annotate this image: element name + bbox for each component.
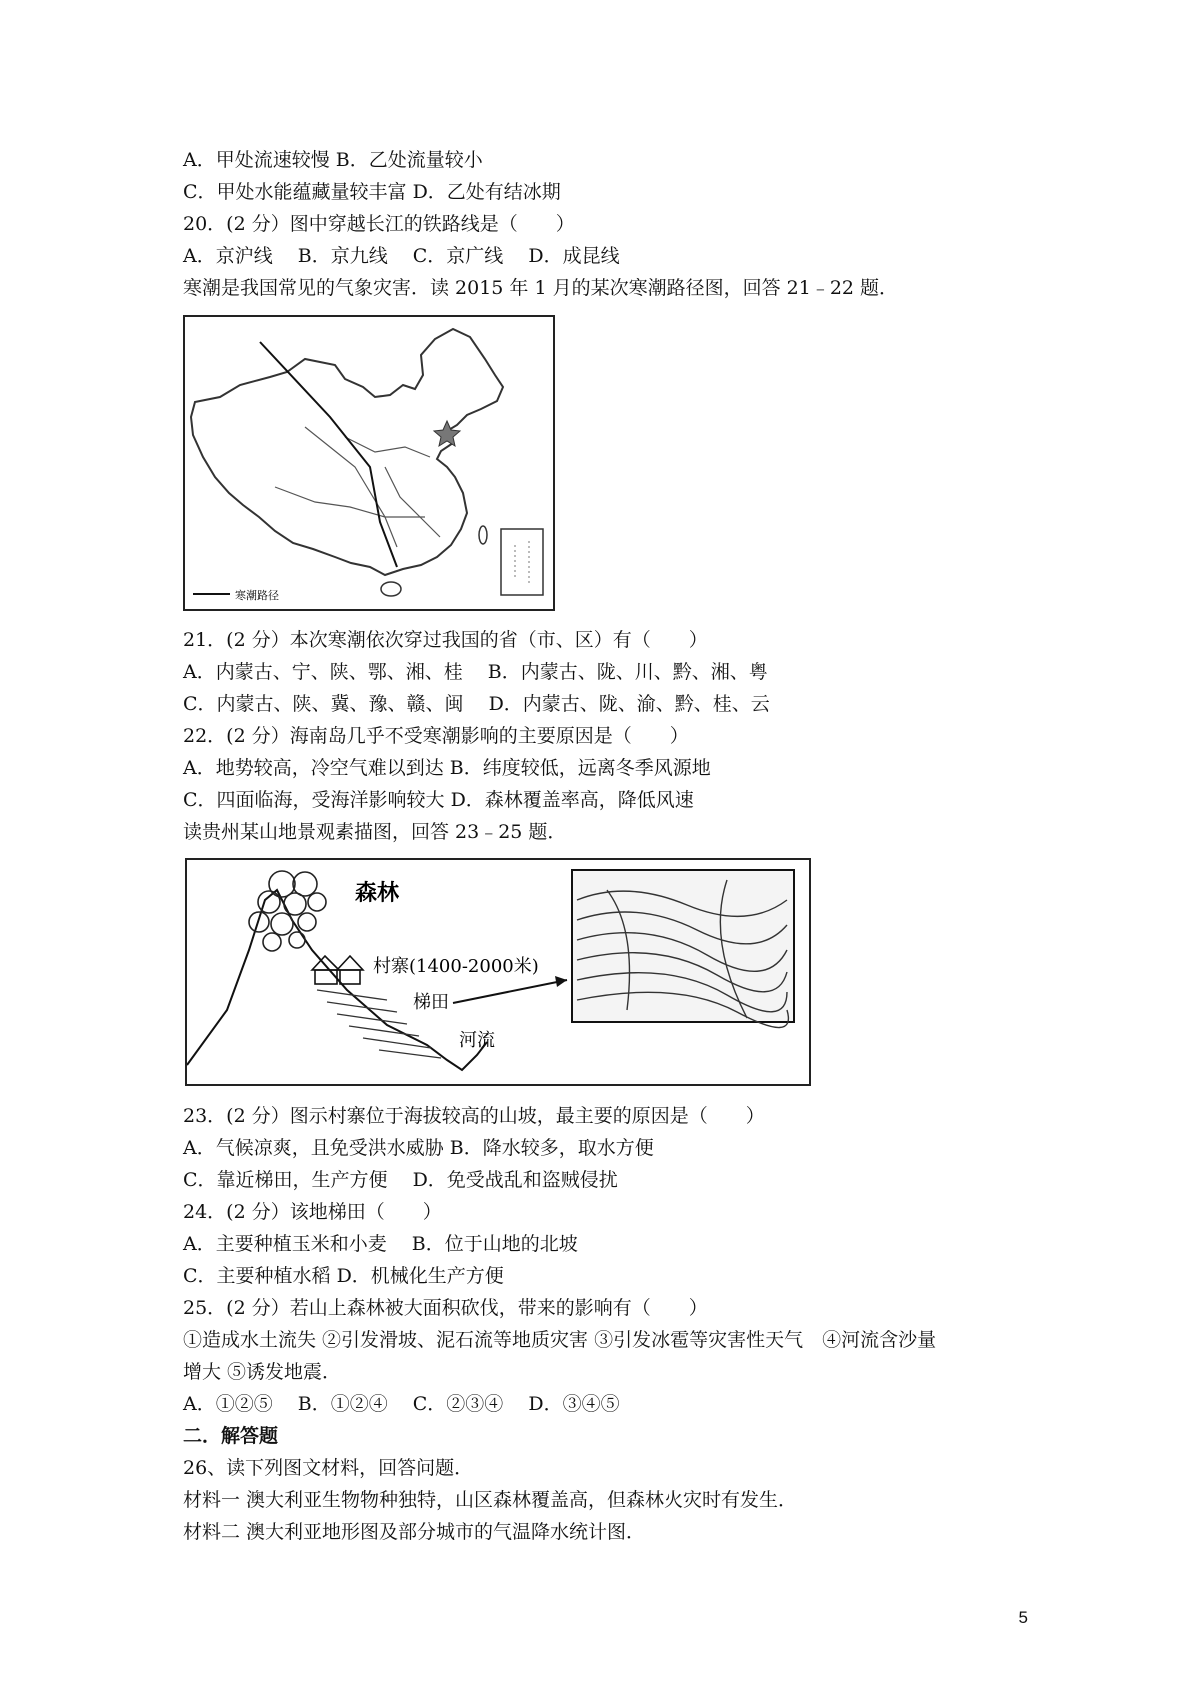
option-line: A．主要种植玉米和小麦 B．位于山地的北坡 [183,1233,578,1255]
option-line: A．甲处流速较慢 B．乙处流量较小 [183,149,483,171]
intro-23-25: 读贵州某山地景观素描图，回答 23﹣25 题． [183,821,567,843]
option-line: A．内蒙古、宁、陕、鄂、湘、桂 B．内蒙古、陇、川、黔、湘、粤 [183,661,768,683]
mountain-sketch-drawing [187,860,809,1084]
section-heading: 二．解答题 [183,1425,279,1447]
south-china-sea-inset [501,529,543,595]
question-20: 20．(2 分）图中穿越长江的铁路线是（ ） [183,213,575,235]
province-boundary [275,487,425,517]
intro-21-22: 寒潮是我国常见的气象灾害．读 2015 年 1 月的某次寒潮路径图，回答 21﹣22 题． [183,277,899,299]
question-23: 23．(2 分）图示村寨位于海拔较高的山坡，最主要的原因是（ ） [183,1105,765,1127]
mountain-sketch [185,858,811,1086]
option-line: A．京沪线 B．京九线 C．京广线 D．成昆线 [183,245,620,267]
question-25: 25．(2 分）若山上森林被大面积砍伐，带来的影响有（ ） [183,1297,708,1319]
question-21: 21．(2 分）本次寒潮依次穿过我国的省（市、区）有（ ） [183,629,708,651]
material-1: 材料一 澳大利亚生物物种独特，山区森林覆盖高，但森林火灾时有发生． [183,1489,798,1511]
province-boundary [345,437,430,457]
terrace-arrow [453,980,567,1003]
option-line: C．四面临海，受海洋影响较大 D．森林覆盖率高，降低风速 [183,789,694,811]
cold-wave-path-line [260,342,397,567]
taiwan-island [479,526,487,544]
option-line: C．靠近梯田，生产方便 D．免受战乱和盗贼侵扰 [183,1169,618,1191]
cold-wave-map [183,315,555,611]
statement-line: 增大 ⑤诱发地震． [183,1361,342,1383]
option-line: A．气候凉爽，且免受洪水威胁 B．降水较多，取水方便 [183,1137,654,1159]
option-line: C．内蒙古、陕、冀、豫、赣、闽 D．内蒙古、陇、渝、黔、桂、云 [183,693,770,715]
label-village: 村寨(1400-2000米) [373,956,539,977]
question-22: 22．(2 分）海南岛几乎不受寒潮影响的主要原因是（ ） [183,725,689,747]
map-legend-label: 寒潮路径 [235,589,279,602]
question-24: 24．(2 分）该地梯田（ ） [183,1201,442,1223]
china-map-drawing [185,317,553,609]
page-number: 5 [1018,1608,1028,1627]
option-line: C．主要种植水稻 D．机械化生产方便 [183,1265,504,1287]
china-outline [191,329,503,575]
statement-line: ①造成水土流失 ②引发滑坡、泥石流等地质灾害 ③引发冰雹等灾害性天气 ④河流含沙量 [183,1329,937,1351]
province-boundary [385,467,440,537]
option-line: A．地势较高，冷空气难以到达 B．纬度较低，远离冬季风源地 [183,757,711,779]
option-line: C．甲处水能蕴藏量较丰富 D．乙处有结冰期 [183,181,561,203]
hainan-island [381,582,401,596]
material-2: 材料二 澳大利亚地形图及部分城市的气温降水统计图． [183,1521,646,1543]
label-river: 河流 [459,1030,495,1051]
question-26: 26、读下列图文材料，回答问题． [183,1457,474,1479]
label-terrace: 梯田 [413,992,449,1013]
label-forest: 森林 [355,880,400,906]
option-line: A．①②⑤ B．①②④ C．②③④ D．③④⑤ [183,1393,620,1415]
